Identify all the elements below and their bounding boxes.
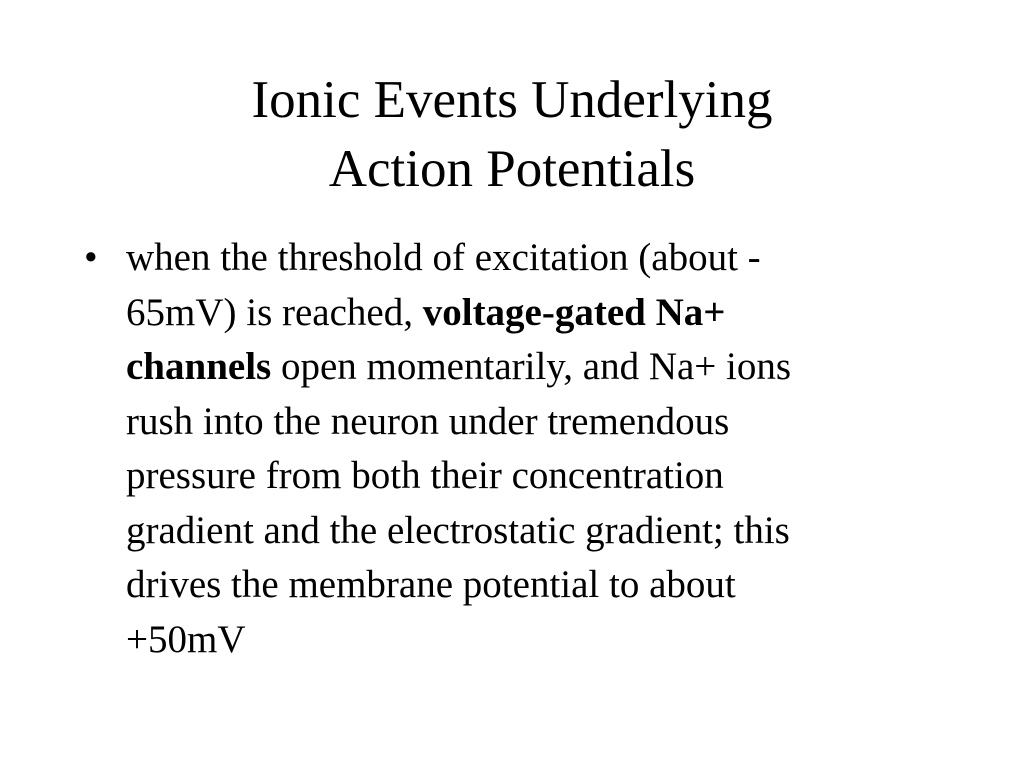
slide-title (112, 66, 912, 204)
bullet-line-7: drives the membrane potential to about (126, 563, 736, 606)
bullet-marker: • (84, 236, 98, 279)
bullet-item (84, 231, 924, 667)
bullet-line-2 (126, 286, 924, 341)
bullet-line-6: gradient and the electrostatic gradient; this (126, 508, 790, 552)
title-line-2: Action Potentials (328, 140, 696, 198)
bullet-text-1: when the threshold of excitation (about - (126, 236, 761, 279)
bullet-text-3b: open momentarily, and Na+ ions (271, 345, 792, 388)
bullet-line-5: pressure from both their concentration (126, 454, 724, 497)
bullet-list (84, 231, 924, 667)
bullet-text-2b-bold: voltage-gated Na+ (422, 290, 726, 334)
bullet-text-2a: 65mV) is reached, (126, 290, 423, 334)
title-line-1: Ionic Events Underlying (251, 71, 773, 129)
bullet-line-8: +50mV (126, 617, 246, 661)
bullet-line-3 (126, 340, 924, 395)
bullet-text-3a-bold: channels (126, 345, 272, 388)
bullet-line-4: rush into the neuron under tremendous (126, 399, 730, 443)
bullet-line-1 (126, 231, 924, 286)
